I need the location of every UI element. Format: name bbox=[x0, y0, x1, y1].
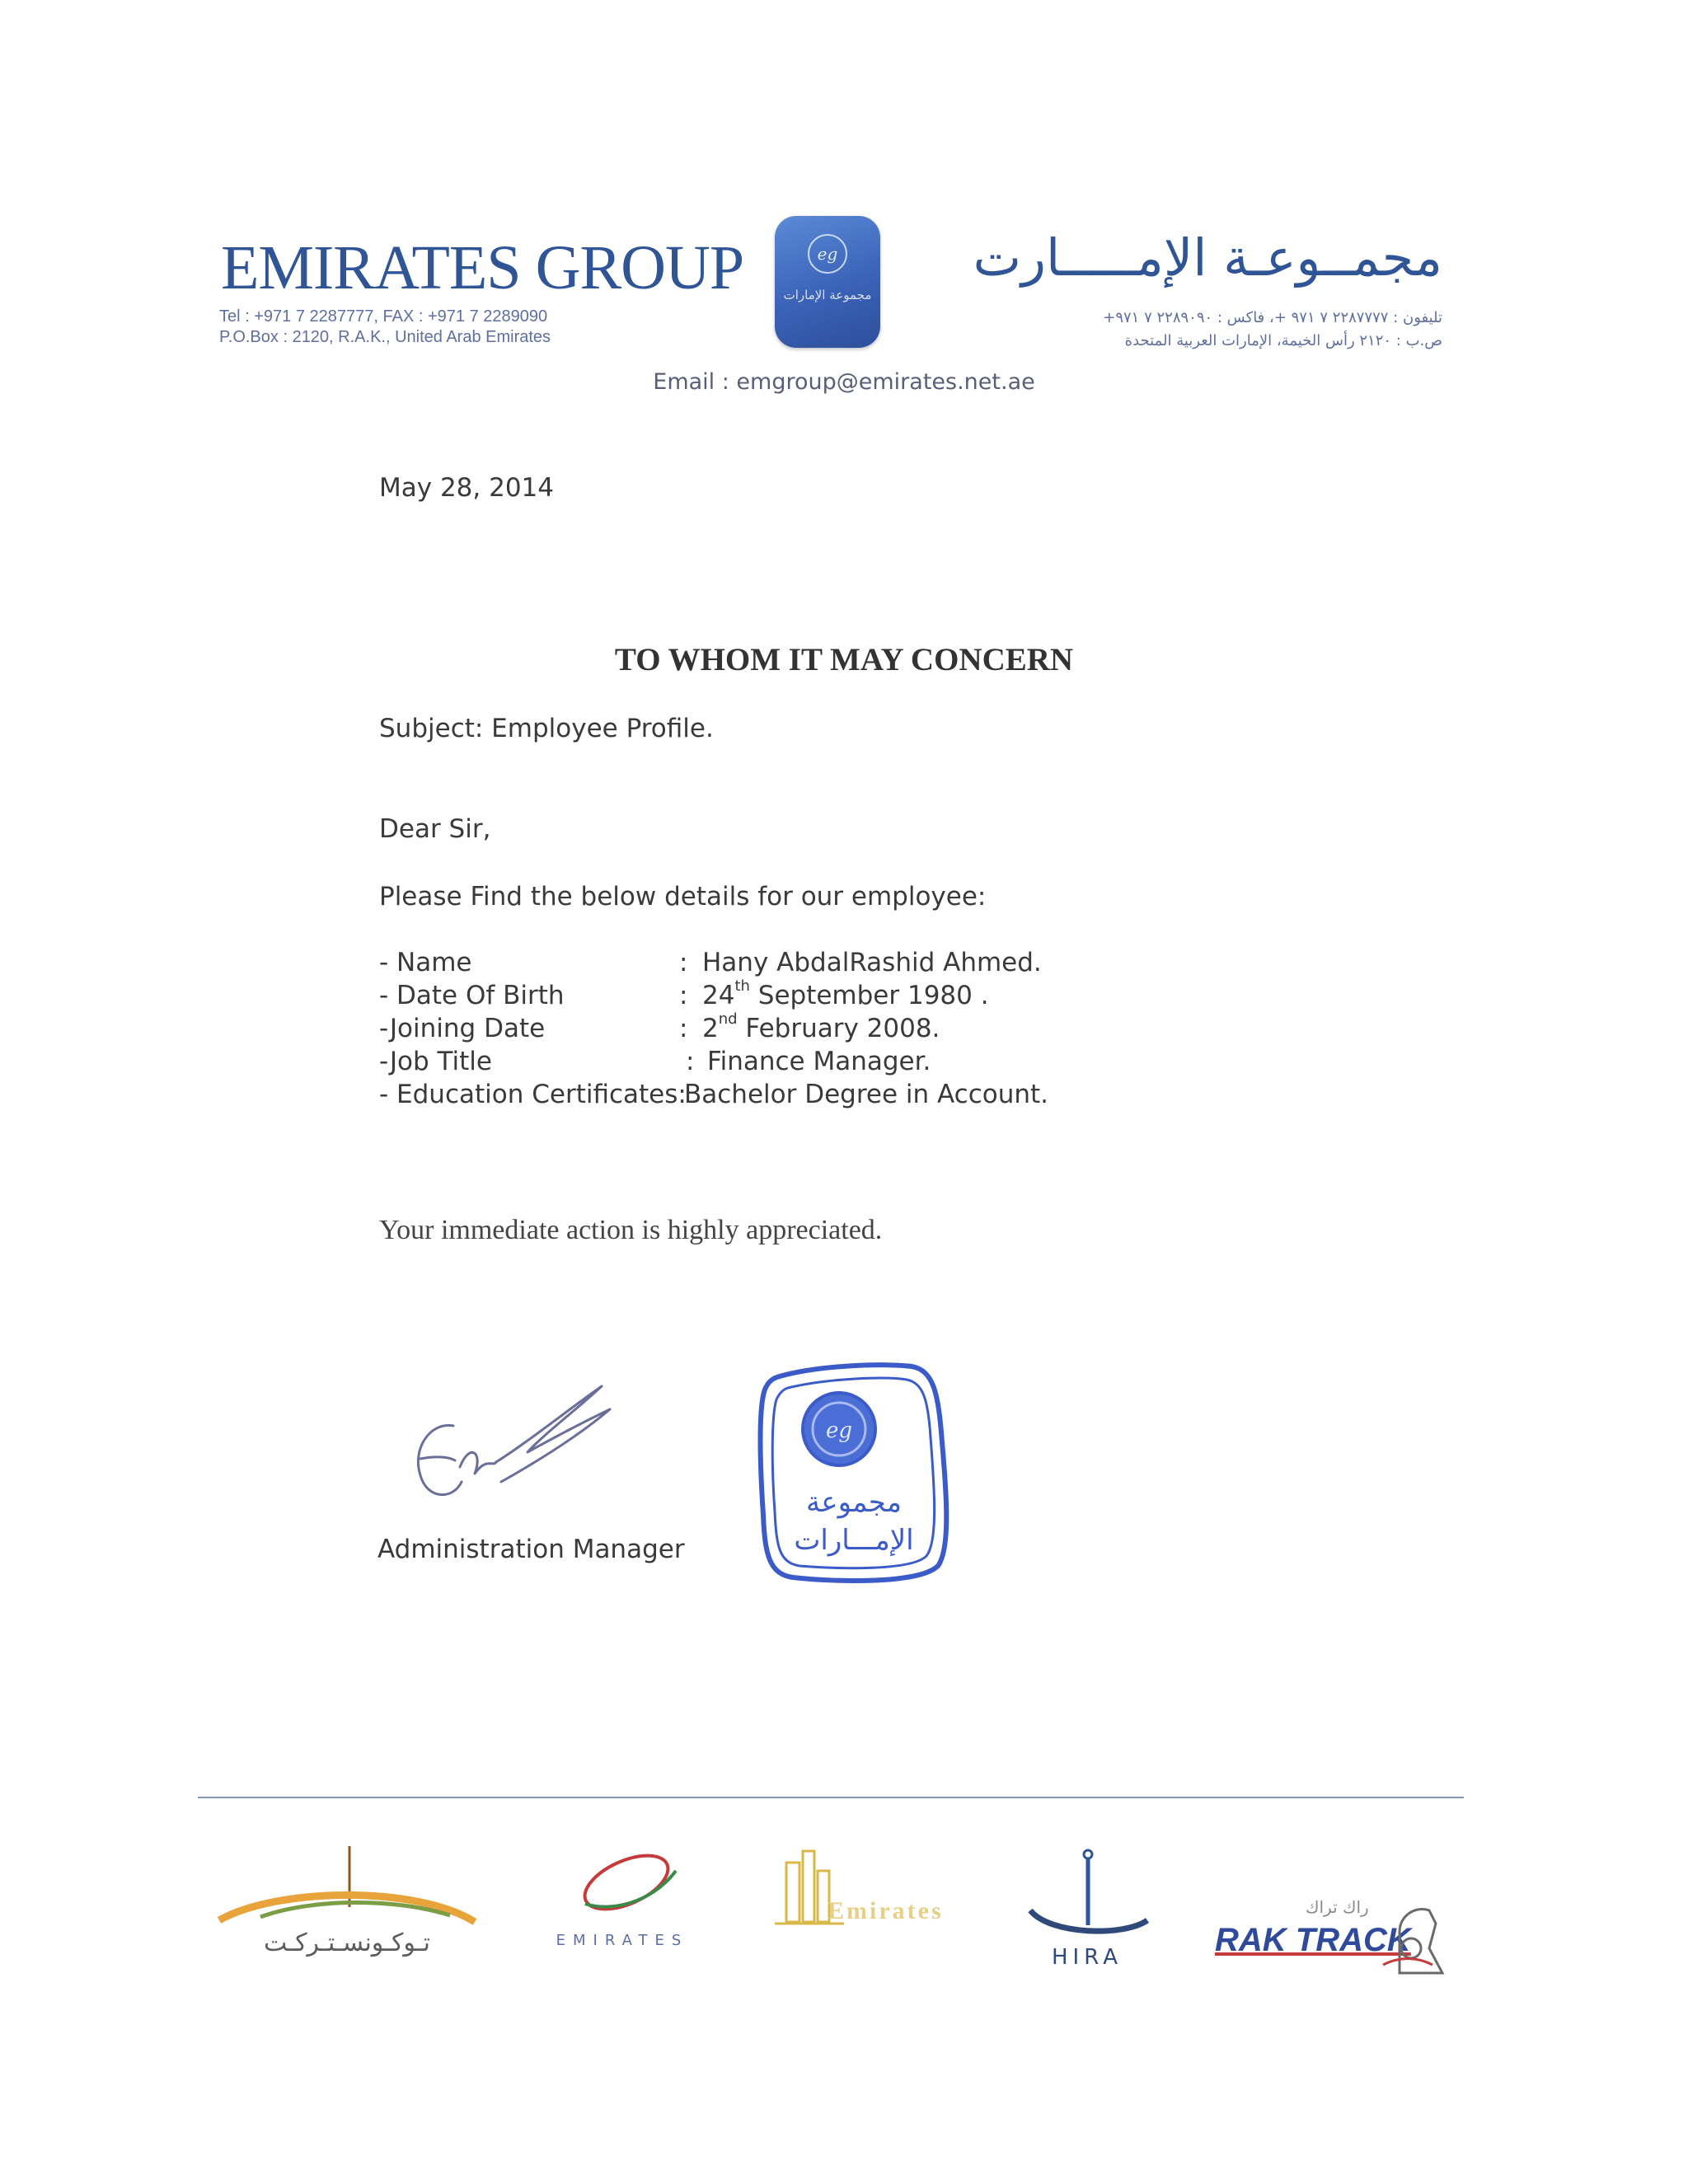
contact-info-ar bbox=[907, 307, 1442, 353]
detail-value bbox=[702, 977, 989, 1010]
detail-value: Bachelor Degree in Account. bbox=[684, 1080, 1049, 1109]
ring-swoosh-logo-icon bbox=[528, 1846, 717, 1929]
footer-divider bbox=[198, 1797, 1464, 1798]
joining-day: 2 bbox=[702, 1014, 719, 1043]
logo-text-ar: مجموعة الإمارات bbox=[783, 288, 872, 302]
joining-rest: February 2008. bbox=[737, 1014, 940, 1043]
stamp-text-line1: مجموعة bbox=[806, 1486, 902, 1519]
company-logo bbox=[775, 216, 880, 348]
eg-monogram-icon: eg bbox=[808, 234, 847, 274]
brand-label-ar: راك تراك bbox=[1306, 1897, 1369, 1917]
handwritten-signature bbox=[404, 1376, 618, 1525]
detail-separator: : bbox=[686, 1047, 695, 1076]
brand-label: تـوكـونسـتـركـت bbox=[263, 1929, 431, 1957]
rak-track-logo-icon bbox=[1375, 1899, 1446, 1978]
detail-value: Finance Manager. bbox=[707, 1047, 931, 1076]
dob-day-suffix: th bbox=[734, 977, 750, 995]
detail-label: -Job Title bbox=[379, 1047, 492, 1076]
detail-value: Hany AbdalRashid Ahmed. bbox=[702, 948, 1042, 977]
detail-separator: : bbox=[679, 948, 688, 977]
detail-label: - Date Of Birth bbox=[379, 981, 565, 1010]
footer-brand-3 bbox=[770, 1846, 976, 1970]
email-line: Email : emgroup@emirates.net.ae bbox=[653, 369, 1035, 395]
detail-separator: : bbox=[679, 1014, 688, 1043]
anchor-hook-logo-icon bbox=[1025, 1846, 1157, 1945]
dob-day: 24 bbox=[702, 981, 735, 1010]
letter-heading: TO WHOM IT MAY CONCERN bbox=[614, 642, 1074, 677]
brand-label: HIRA bbox=[1051, 1945, 1123, 1970]
company-name-en: EMIRATES GROUP bbox=[221, 233, 744, 302]
phone-fax-line-ar: تليفون : ٢٢٨٧٧٧٧ ٧ ٩٧١ +، فاكس : ٢٢٨٩٠٩٠ ٧ ٩٧١+ bbox=[1103, 309, 1442, 326]
phone-fax-line: Tel : +971 7 2287777, FAX : +971 7 2289090 bbox=[219, 307, 548, 326]
brand-label: Emirates bbox=[828, 1897, 944, 1924]
letter-date: May 28, 2014 bbox=[379, 473, 554, 503]
brand-label: RAK TRACK bbox=[1215, 1922, 1411, 1958]
footer-brand-5 bbox=[1215, 1846, 1446, 1970]
detail-separator: : bbox=[679, 981, 688, 1010]
brand-label: EMIRATES bbox=[556, 1932, 689, 1949]
detail-label: - Education Certificates: bbox=[379, 1080, 687, 1109]
company-stamp bbox=[755, 1358, 953, 1592]
detail-label: - Name bbox=[379, 948, 472, 977]
sunrise-arc-logo-icon bbox=[211, 1846, 483, 1937]
signer-title: Administration Manager bbox=[377, 1535, 685, 1564]
company-name-ar: مجمــوعـة الإمـــــارت bbox=[973, 227, 1442, 288]
salutation: Dear Sir, bbox=[379, 814, 491, 844]
footer-brand-2 bbox=[528, 1846, 717, 1970]
po-box-line-ar: ص.ب : ٢١٢٠ رأس الخيمة، الإمارات العربية المتحدة bbox=[1124, 332, 1442, 349]
footer-brand-4 bbox=[1025, 1846, 1157, 1978]
dob-rest: September 1980 . bbox=[749, 981, 989, 1010]
letter-subject: Subject: Employee Profile. bbox=[379, 714, 714, 743]
detail-label: -Joining Date bbox=[379, 1014, 546, 1043]
detail-value bbox=[702, 1010, 940, 1043]
svg-text:eg: eg bbox=[825, 1418, 853, 1443]
joining-day-suffix: nd bbox=[718, 1010, 738, 1028]
contact-info-en bbox=[219, 307, 551, 348]
stamp-text-line2: الإمـــارات bbox=[794, 1524, 914, 1557]
footer-brand-1 bbox=[211, 1846, 483, 1970]
stamp-text bbox=[780, 1483, 928, 1559]
po-box-line: P.O.Box : 2120, R.A.K., United Arab Emirates bbox=[219, 328, 551, 346]
closing-line: Your immediate action is highly appreciated. bbox=[379, 1215, 883, 1245]
intro-line: Please Find the below details for our employee: bbox=[379, 882, 987, 912]
